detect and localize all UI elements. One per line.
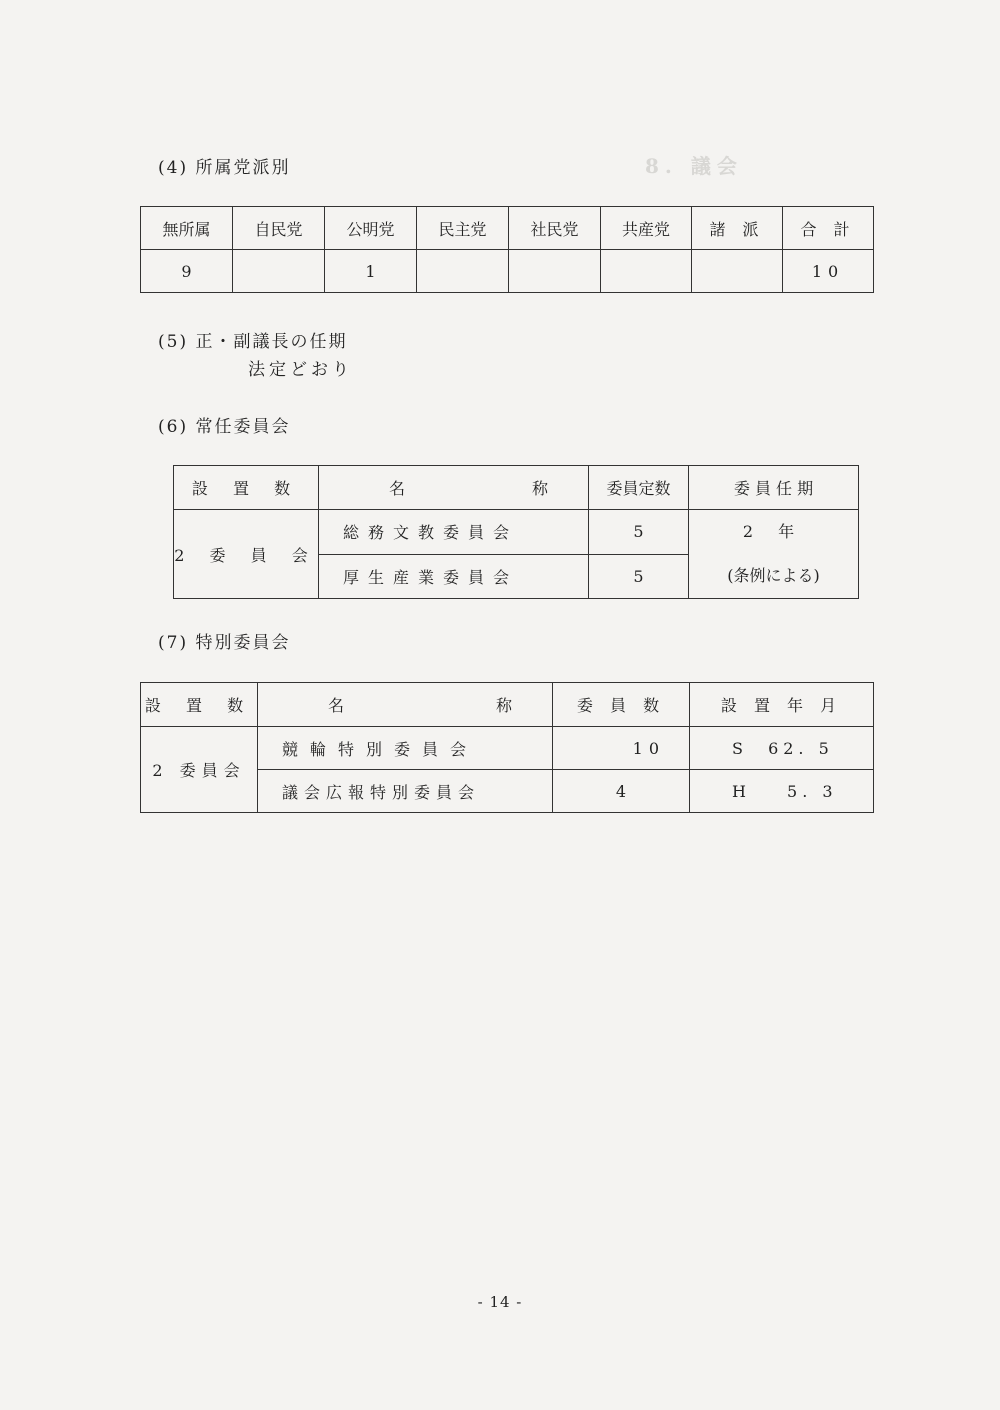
header-seats: 委員定数 xyxy=(589,466,689,510)
committee-members: 4 xyxy=(553,770,690,813)
committee-count: 2 委員会 xyxy=(141,727,258,813)
value-jcp xyxy=(601,250,692,293)
committee-count: 2 委 員 会 xyxy=(174,510,319,599)
header-total: 合 計 xyxy=(783,207,874,250)
standing-committees-table xyxy=(173,465,859,599)
section7-heading: (7) 特別委員会 xyxy=(158,633,291,653)
section5-text: 法定どおり xyxy=(248,360,353,380)
header-komeito: 公明党 xyxy=(325,207,417,250)
value-others xyxy=(692,250,783,293)
header-name xyxy=(319,466,589,510)
header-jcp: 共産党 xyxy=(601,207,692,250)
section6-heading: (6) 常任委員会 xyxy=(158,417,291,437)
page-number: - 14 - xyxy=(477,1293,523,1311)
committee-established xyxy=(690,727,874,770)
committee-name: 総務文教委員会 xyxy=(319,510,589,555)
committee-seats: 5 xyxy=(589,554,689,599)
committee-established xyxy=(690,770,874,813)
party-affiliation-table xyxy=(140,206,874,293)
value-sdp xyxy=(509,250,601,293)
term-years: 2 年 xyxy=(742,522,805,541)
term-note: (条例による) xyxy=(727,566,820,585)
header-sdp: 社民党 xyxy=(509,207,601,250)
established-date: 62. 5 xyxy=(768,738,834,758)
header-name-left: 名 xyxy=(328,696,345,715)
bleed-through-shadow: 8. 議会 xyxy=(645,154,743,178)
committee-name: 議会広報特別委員会 xyxy=(258,770,553,813)
header-name xyxy=(258,683,553,727)
value-komeito: 1 xyxy=(325,250,417,293)
header-independent: 無所属 xyxy=(141,207,233,250)
value-dpj xyxy=(417,250,509,293)
section4-heading: (4) 所属党派別 xyxy=(158,158,291,178)
committee-members: 10 xyxy=(553,727,690,770)
established-era: S xyxy=(732,738,748,758)
committee-term xyxy=(689,510,859,599)
header-count: 設 置 数 xyxy=(174,466,319,510)
special-committees-table xyxy=(140,682,874,813)
header-name-right: 称 xyxy=(531,479,548,498)
committee-name: 厚生産業委員会 xyxy=(319,554,589,599)
header-ldp: 自民党 xyxy=(233,207,325,250)
established-era: H xyxy=(732,781,751,801)
value-independent: 9 xyxy=(141,250,233,293)
value-ldp xyxy=(233,250,325,293)
header-dpj: 民主党 xyxy=(417,207,509,250)
header-count: 設 置 数 xyxy=(141,683,258,727)
established-date: 5. 3 xyxy=(787,781,838,801)
value-total: 10 xyxy=(783,250,874,293)
header-name-right: 称 xyxy=(495,696,512,715)
section5-heading: (5) 正・副議長の任期 xyxy=(158,332,348,352)
committee-name: 競輪特別委員会 xyxy=(258,727,553,770)
committee-seats: 5 xyxy=(589,510,689,555)
header-members: 委 員 数 xyxy=(553,683,690,727)
header-established: 設 置 年 月 xyxy=(690,683,874,727)
header-name-left: 名 xyxy=(389,479,406,498)
header-term: 委 員 任 期 xyxy=(689,466,859,510)
header-others: 諸 派 xyxy=(692,207,783,250)
